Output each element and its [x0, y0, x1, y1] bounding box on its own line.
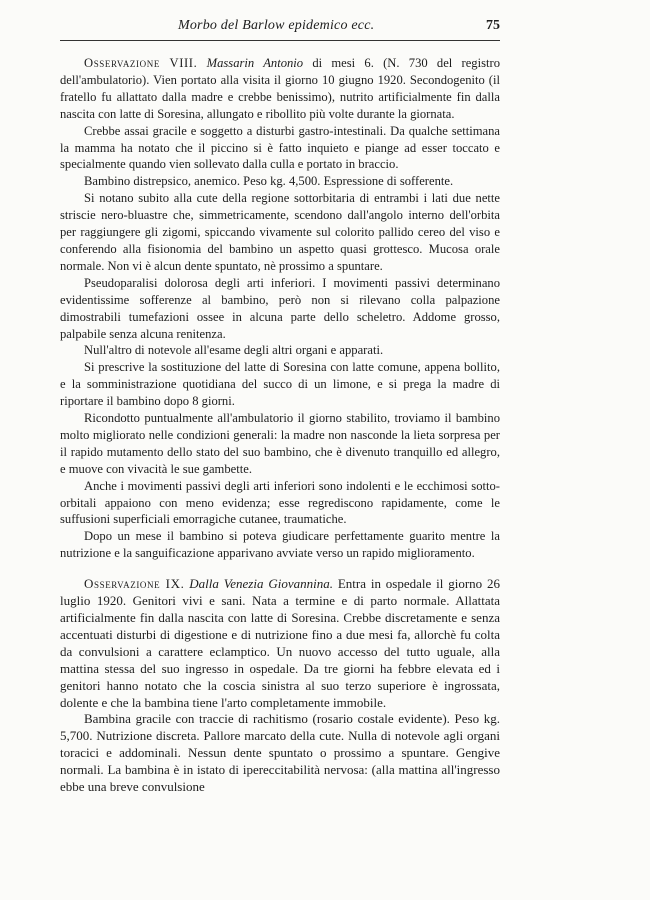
section-gap — [60, 562, 504, 576]
obs9-paragraph-2: Bambina gracile con traccie di rachitismo (rosario costale evidente). Peso kg. 5,700. Nutrizione discreta. Pallore marcato della cute. Nulla di notevole agli organi toracici e addominali. Nessun dente spuntato o prossimo a spuntare. Gengive normali. La bambina è in istato di ipereccitabilità nervosa: (alla mattina all'ingresso ebbe una breve convulsione — [60, 711, 500, 795]
obs8-text-1: di mesi 6. (N. 730 del registro dell'ambulatorio). Vien portato alla visita il giorno 10 giugno 1920. Secondogenito (il fratello fu allattato dalla madre e crebbe benissimo), nutrito artificialmente fin dalla nascita con latte di Soresina, allungato e ribollito più volte durante la giornata. — [60, 56, 500, 121]
obs8-paragraph-5: Pseudoparalisi dolorosa degli arti inferiori. I movimenti passivi determinano evidentissime sofferenze al bambino, però non si rilevano colla palpazione dimostrabili tumefazioni ossee in alcuna parte dello scheletro. Addome grosso, palpabile senza alcuna renitenza. — [60, 275, 500, 341]
obs8-paragraph-9: Anche i movimenti passivi degli arti inferiori sono indolenti e le ecchimosi sotto-orbitali appaiono con meno evidenza; esse regrediscono rapidamente, come le suffusioni superficiali emorragiche cutanee, traumatiche. — [60, 478, 500, 527]
obs9-patient-name: Dalla Venezia Giovannina. — [189, 576, 333, 592]
obs8-paragraph-3: Bambino distrepsico, anemico. Peso kg. 4,500. Espressione di sofferente. — [84, 174, 454, 189]
running-head — [60, 14, 500, 41]
obs9-text-1: Entra in ospedale il giorno 26 luglio 1920. Genitori vivi e sani. Nata a termine e di parto normale. Allattata artificialmente fin dalla nascita con latte di Soresina. Crebbe discretamente e senza accentuati disturbi di digestione e di nutrizione fino a due mesi fa, allorchè fu colta da convulsioni a carattere eclamptico. Un nuovo accesso del tutto uguale, alla mattina stessa del suo ingresso in ospedale. Da tre giorni ha febbre elevata ed i genitori hanno notato che la coscia sinistra al suo terzo superiore è ingrossata, dolente e che la bambina tiene l'arto completamente immobile. — [60, 576, 501, 710]
obs8-paragraph-2: Crebbe assai gracile e soggetto a disturbi gastro-intestinali. Da qualche settimana la mamma ha notato che il piccino si è fatto inquieto e piange ad esser toccato e specialmente quando vien sollevato dalla culla e portato in braccio. — [60, 123, 500, 172]
obs8-label: Osservazione VIII. — [84, 56, 198, 70]
observation-9 — [60, 576, 500, 796]
obs8-patient-name: Massarin Antonio — [206, 56, 304, 70]
obs8-paragraph-10: Dopo un mese il bambino si poteva giudicare perfettamente guarito mentre la nutrizione e la sanguificazione apparivano avviate verso un rapido miglioramento. — [60, 529, 500, 561]
obs8-paragraph-8: Ricondotto puntualmente all'ambulatorio il giorno stabilito, troviamo il bambino molto migliorato nelle condizioni generali: la madre non nasconde la lieta sorpresa per il rapido mutamento dello stato del suo bambino, che è divenuto tranquillo ed allegro, e muove con vivacità le sue gambette. — [60, 411, 500, 476]
obs8-paragraph-7: Si prescrive la sostituzione del latte di Soresina con latte comune, appena bollito, e la somministrazione quotidiana del succo di un limone, e si prega la madre di riportare il bambino dopo 8 giorni. — [60, 360, 500, 409]
obs9-label: Osservazione IX. — [84, 576, 185, 592]
obs8-paragraph-6: Null'altro di notevole all'esame degli altri organi e apparati. — [84, 343, 384, 358]
obs8-paragraph-4: Si notano subito alla cute della regione sottorbitaria di entrambi i lati due nette striscie nero-bluastre che, simmetricamente, scendono dall'angolo interno dell'orbita per raggiungere gli zigomi, spiccando vivamente sul colorito pallido cereo del viso e conferendo alla fisionomia del bambino un aspetto quasi grottesco. Mucosa orale normale. Non vi è alcun dente spuntato, nè prossimo a spuntare. — [60, 191, 500, 273]
observation-8 — [60, 55, 500, 562]
page-number: 75 — [486, 18, 500, 33]
running-title: Morbo del Barlow epidemico ecc. — [178, 18, 375, 33]
obs8-paragraph-1 — [60, 55, 500, 123]
obs9-paragraph-1 — [60, 576, 500, 711]
